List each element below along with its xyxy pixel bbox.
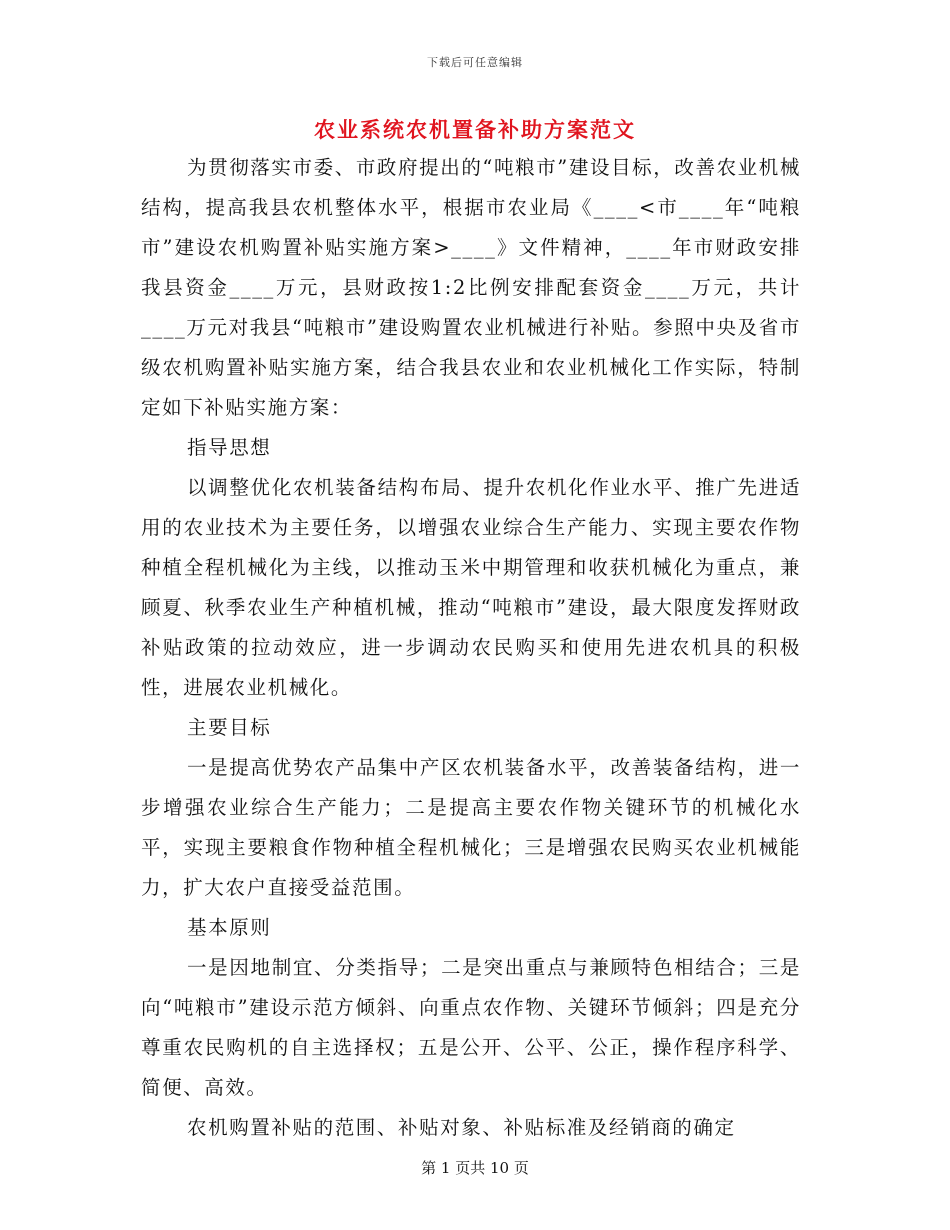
section-heading-main-goals: 主要目标	[187, 716, 272, 739]
header-note: 下载后可任意编辑	[427, 56, 523, 69]
paragraph-intro: 为贯彻落实市委、市政府提出的“吨粮市”建设目标，改善农业机械结构，提高我县农机整体水平，根据市农业局《____<市____年“吨粮市”建设农机购置补贴实施方案>____》文件精神，____年市财政安排我县资金____万元，县财政按1:2比例安排配套资金____万元，共计____万元对我县“吨粮市”建设购置农业机械进行补贴。参照中央及省市级农机购置补贴实施方案，结合我县农业和农业机械化工作实际，特制定如下补贴实施方案：	[141, 156, 801, 419]
paragraph-guiding-thought: 以调整优化农机装备结构布局、提升农机化作业水平、推广先进适用的农业技术为主要任务，以增强农业综合生产能力、实现主要农作物种植全程机械化为主线，以推动玉米中期管理和收获机械化为重点，兼顾夏、秋季农业生产种植机械，推动“吨粮市”建设，最大限度发挥财政补贴政策的拉动效应，进一步调动农民购买和使用先进农机具的积极性，进展农业机械化。	[141, 476, 801, 699]
page-footer: 第 1 页共 10 页	[421, 1159, 529, 1177]
document-body	[141, 148, 801, 1148]
paragraph-main-goals: 一是提高优势农产品集中产区农机装备水平，改善装备结构，进一步增强农业综合生产能力；二是提高主要农作物关键环节的机械化水平，实现主要粮食作物种植全程机械化；三是增强农民购买农业机械能力，扩大农户直接受益范围。	[141, 756, 801, 899]
document-title: 农业系统农机置备补助方案范文	[314, 117, 636, 142]
section-heading-basic-principles: 基本原则	[187, 916, 272, 939]
section-heading-guiding-thought: 指导思想	[187, 436, 272, 459]
section-heading-subsidy-scope: 农机购置补贴的范围、补贴对象、补贴标准及经销商的确定	[187, 1116, 736, 1139]
paragraph-basic-principles: 一是因地制宜、分类指导；二是突出重点与兼顾特色相结合；三是向“吨粮市”建设示范方倾斜、向重点农作物、关键环节倾斜；四是充分尊重农民购机的自主选择权；五是公开、公平、公正，操作程序科学、简便、高效。	[141, 956, 801, 1099]
